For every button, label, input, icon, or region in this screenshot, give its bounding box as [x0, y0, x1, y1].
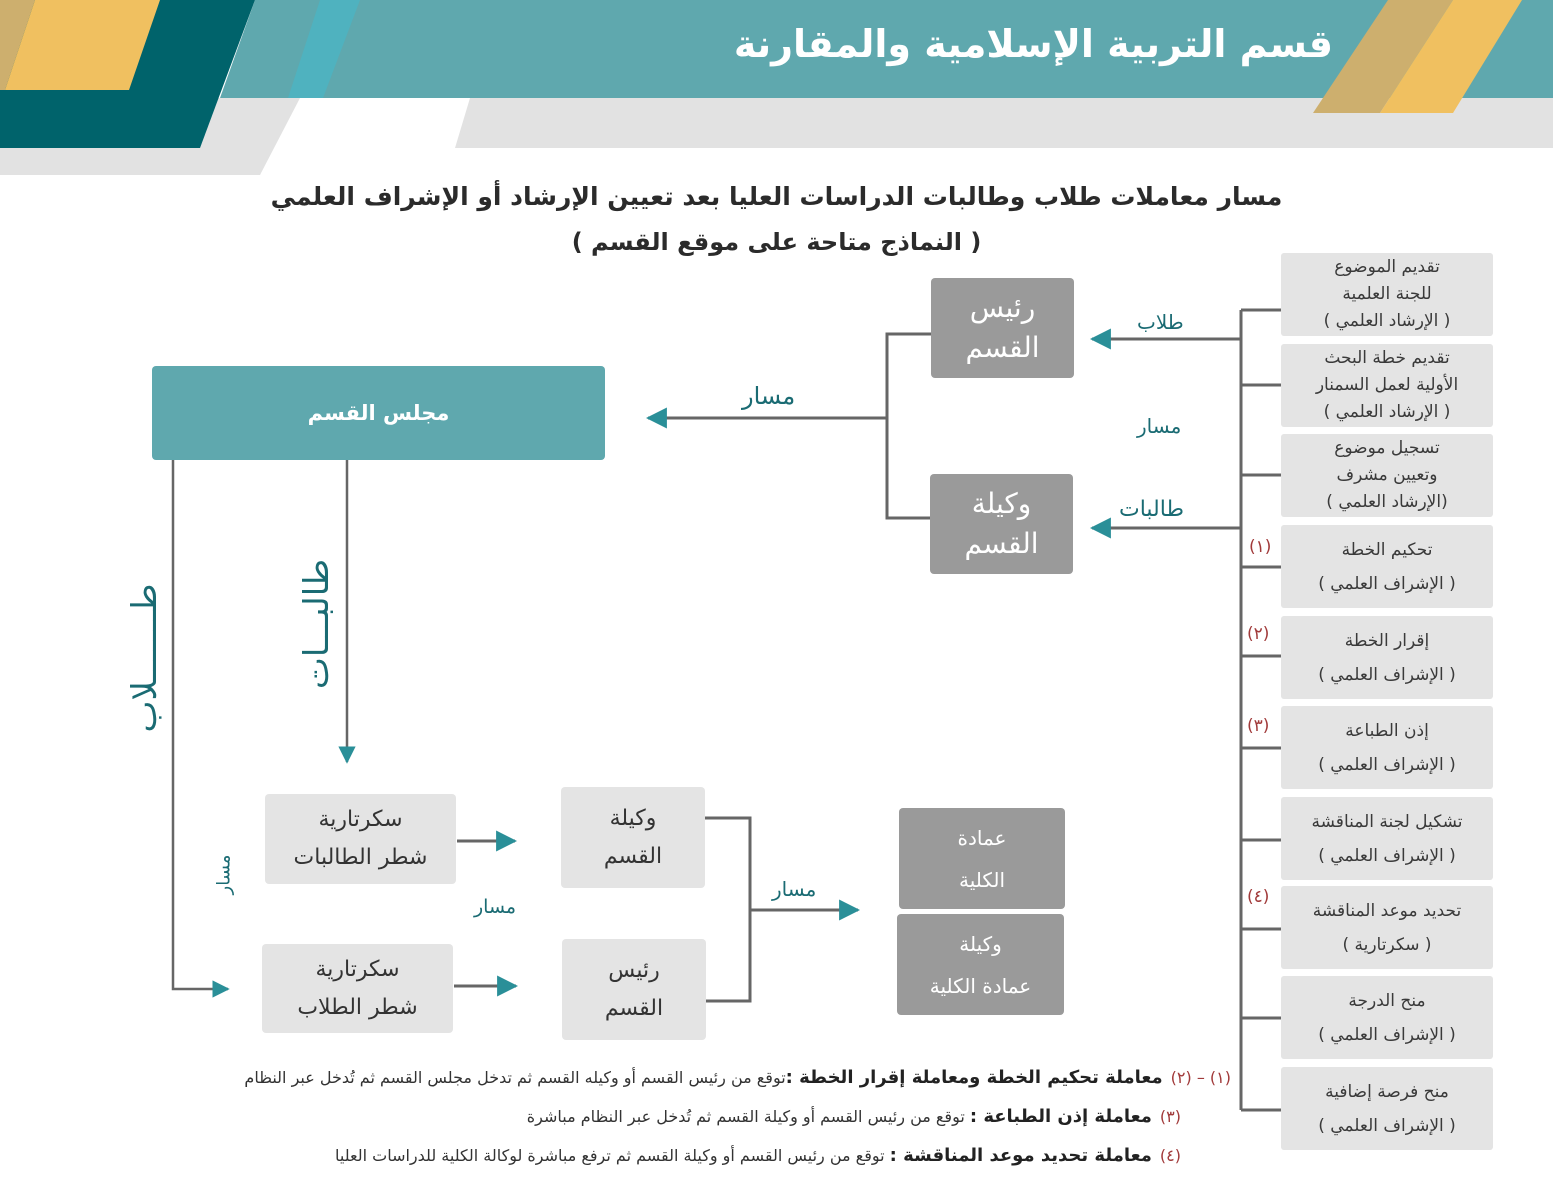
node-line: رئيس	[608, 957, 660, 983]
step-line: تسجيل موضوع	[1334, 438, 1440, 458]
council-male-line	[173, 460, 228, 989]
step-box-4	[1281, 525, 1493, 608]
step-box-3	[1281, 434, 1493, 517]
step-marker-1: (١)	[1249, 537, 1272, 557]
footnote-title: معاملة تحديد موعد المناقشة :	[889, 1145, 1152, 1166]
step-line: منح فرصة إضافية	[1325, 1081, 1449, 1102]
step-box-1	[1281, 253, 1493, 336]
label-vertical-female: طالبـــات	[297, 558, 337, 690]
label-path-bottom-mid: مسار	[474, 896, 517, 918]
step-line: ( الإشراف العلمي )	[1318, 1115, 1456, 1136]
step-line: تحديد موعد المناقشة	[1312, 900, 1462, 921]
step-line: إذن الطباعة	[1345, 720, 1429, 741]
node-head-top	[931, 278, 1074, 378]
step-box-7	[1281, 797, 1493, 880]
node-council	[152, 366, 605, 460]
node-line: القسم	[604, 995, 664, 1021]
step-line: تقديم خطة البحث	[1324, 348, 1450, 368]
node-line: القسم	[603, 843, 663, 869]
diagram-title: مسار معاملات طلاب وطالبات الدراسات العليا بعد تعيين الإرشاد أو الإشراف العلمي	[270, 182, 1283, 211]
footnote-3	[335, 1145, 1181, 1166]
step-line: ( الإشراف العلمي )	[1318, 664, 1456, 685]
step-line: ( الإشراف العلمي )	[1318, 845, 1456, 866]
step-line: للجنة العلمية	[1342, 284, 1432, 304]
top-bracket	[887, 334, 931, 518]
node-line: وكيلة	[971, 487, 1032, 520]
step-line: وتعيين مشرف	[1336, 465, 1438, 485]
department-title: قسم التربية الإسلامية والمقارنة	[733, 22, 1333, 66]
footnote-number: (١) – (٢)	[1170, 1068, 1231, 1087]
footnote-2	[527, 1106, 1181, 1127]
step-line: تحكيم الخطة	[1341, 539, 1433, 560]
node-line: سكرتارية	[315, 956, 400, 982]
step-box-9	[1281, 976, 1493, 1059]
node-sec-female	[265, 794, 456, 884]
label-male-students: طلاب	[1137, 310, 1184, 334]
step-marker-4: (٤)	[1247, 887, 1270, 907]
step-line: تقديم الموضوع	[1334, 257, 1440, 277]
step-marker-3: (٣)	[1247, 716, 1270, 736]
node-line: عمادة الكلية	[929, 973, 1032, 998]
node-dean	[899, 808, 1065, 909]
node-line: القسم	[965, 331, 1040, 364]
label-vertical-male: طـــــــلاب	[125, 583, 165, 733]
label-path-vertical: مسار	[213, 854, 235, 895]
node-line: مجلس القسم	[307, 401, 450, 425]
footnote-title: معاملة إذن الطباعة :	[969, 1106, 1152, 1127]
step-box-10	[1281, 1067, 1493, 1150]
node-line: وكيلة	[609, 805, 657, 831]
step-box-5	[1281, 616, 1493, 699]
step-marker-2: (٢)	[1247, 624, 1270, 644]
step-line: ( الإشراف العلمي )	[1318, 754, 1456, 775]
step-line: ( الإشراف العلمي )	[1318, 573, 1456, 594]
footnote-text: توقع من رئيس القسم أو وكيلة القسم ثم ترفع مباشرة لوكالة الكلية للدراسات العليا	[335, 1146, 890, 1165]
step-line: منح الدرجة	[1348, 990, 1426, 1011]
footnote-title: معاملة تحكيم الخطة ومعاملة إقرار الخطة :	[785, 1067, 1163, 1088]
footnote-number: (٤)	[1159, 1146, 1181, 1165]
footnote-number: (٣)	[1159, 1107, 1181, 1126]
node-line: وكيلة	[959, 931, 1002, 956]
diagram-subtitle: ( النماذج متاحة على موقع القسم )	[571, 228, 982, 256]
step-line: ( الإرشاد العلمي )	[1323, 311, 1451, 331]
node-line: سكرتارية	[318, 807, 403, 832]
label-path-council: مسار	[742, 382, 796, 410]
node-head-bottom	[562, 939, 706, 1040]
step-line: الأولية لعمل السمنار	[1315, 375, 1459, 395]
footnote-text: توقع من رئيس القسم أو وكيلة القسم ثم تُدخل عبر النظام مباشرة	[526, 1107, 970, 1126]
step-line: ( سكرتارية )	[1342, 934, 1432, 955]
footnote-1	[244, 1067, 1231, 1088]
step-line: ( الإرشاد العلمي )	[1323, 402, 1451, 422]
label-female-students: طالبات	[1119, 497, 1184, 522]
node-deputy-top	[930, 474, 1073, 574]
step-line: (الإرشاد العلمي )	[1326, 492, 1448, 512]
bottom-bracket	[705, 818, 750, 1001]
node-sec-male	[262, 944, 453, 1033]
step-box-8	[1281, 886, 1493, 969]
step-box-6	[1281, 706, 1493, 789]
node-line: عمادة	[957, 825, 1007, 850]
step-line: تشكيل لجنة المناقشة	[1311, 811, 1463, 832]
node-line: شطر الطلاب	[297, 994, 418, 1020]
node-deputy-bottom	[561, 787, 705, 888]
node-vice-dean	[897, 914, 1064, 1015]
label-path-to-dean: مسار	[772, 877, 817, 901]
footnote-text: توقع من رئيس القسم أو وكيله القسم ثم تدخل مجلس القسم ثم تُدخل عبر النظام	[244, 1068, 786, 1087]
node-line: رئيس	[969, 291, 1036, 324]
step-line: ( الإشراف العلمي )	[1318, 1024, 1456, 1045]
label-path-right: مسار	[1137, 414, 1182, 438]
node-line: القسم	[964, 527, 1039, 560]
node-line: الكلية	[958, 867, 1006, 892]
node-line: شطر الطالبات	[293, 845, 428, 870]
step-line: إقرار الخطة	[1344, 630, 1430, 651]
step-box-2	[1281, 344, 1493, 427]
